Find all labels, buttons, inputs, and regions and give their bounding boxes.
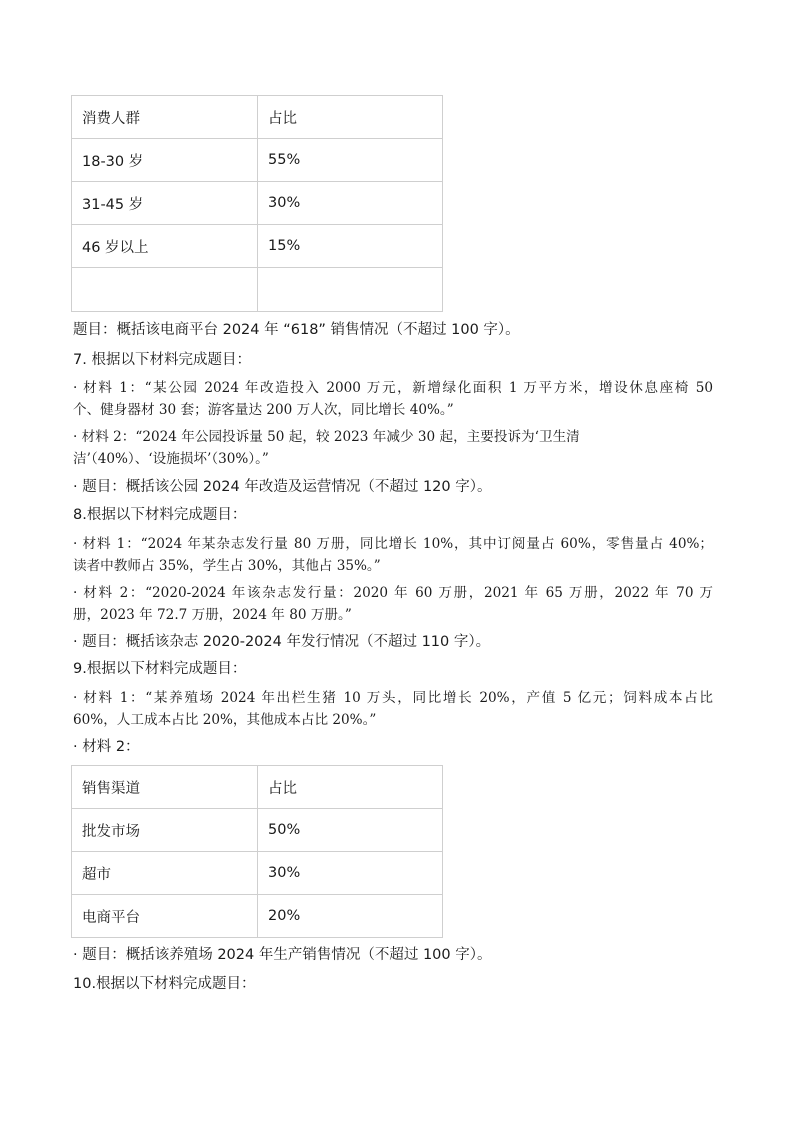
table-header-cell: 销售渠道 [72, 766, 258, 809]
consumer-group-table [71, 95, 443, 312]
q7-material-1 [73, 377, 713, 421]
q8-material-1-line-2: 读者中教师占 35%，学生占 30%，其他占 35%。” [73, 558, 381, 574]
q8-heading: 8.根据以下材料完成题目： [73, 507, 247, 523]
q8-prompt: · 题目：概括该杂志 2020-2024 年发行情况（不超过 110 字）。 [73, 634, 491, 650]
q8-material-2-line-2: 册，2023 年 72.7 万册，2024 年 80 万册。” [73, 607, 352, 623]
q6-prompt: 题目：概括该电商平台 2024 年 “618” 销售情况（不超过 100 字）。 [73, 322, 520, 338]
table-cell: 18-30 岁 [72, 139, 258, 182]
sales-channel-table [71, 765, 443, 938]
table-cell: 50% [258, 809, 443, 852]
table-cell [72, 268, 258, 312]
q9-prompt: · 题目：概括该养殖场 2024 年生产销售情况（不超过 100 字）。 [73, 947, 492, 963]
table-cell: 批发市场 [72, 809, 258, 852]
q8-material-1-line-1: · 材料 1：“2024 年某杂志发行量 80 万册，同比增长 10%，其中订阅量占 60%，零售量占 40%； [73, 536, 713, 552]
q9-material-1 [73, 687, 713, 731]
q7-material-2-line-1: · 材料 2：“2024 年公园投诉量 50 起，较 2023 年减少 30 起，主要投诉为‘卫生清 [73, 429, 580, 445]
q7-material-1-line-2: 个、健身器材 30 套；游客量达 200 万人次，同比增长 40%。” [73, 402, 454, 418]
table-row [72, 182, 443, 225]
table-header-cell: 占比 [258, 766, 443, 809]
table-header-cell: 占比 [258, 96, 443, 139]
q10-heading: 10.根据以下材料完成题目： [73, 976, 256, 992]
q9-heading: 9.根据以下材料完成题目： [73, 661, 247, 677]
table-row [72, 225, 443, 268]
table-header-row [72, 766, 443, 809]
table-row [72, 809, 443, 852]
table-row [72, 268, 443, 312]
table-cell: 46 岁以上 [72, 225, 258, 268]
q8-material-1 [73, 533, 713, 577]
table-cell: 30% [258, 852, 443, 895]
q8-material-2-line-1: · 材料 2：“2020-2024 年该杂志发行量：2020 年 60 万册，2021 年 65 万册，2022 年 70 万 [73, 585, 713, 601]
table-header-cell: 消费人群 [72, 96, 258, 139]
table-header-row [72, 96, 443, 139]
table-row [72, 139, 443, 182]
q7-material-1-line-1: · 材料 1：“某公园 2024 年改造投入 2000 万元，新增绿化面积 1 万平方米，增设休息座椅 50 [73, 380, 713, 396]
table-cell: 20% [258, 895, 443, 938]
table-cell: 55% [258, 139, 443, 182]
table-cell [258, 268, 443, 312]
table-row [72, 895, 443, 938]
q9-material-1-line-1: · 材料 1：“某养殖场 2024 年出栏生猪 10 万头，同比增长 20%，产值 5 亿元；饲料成本占比 [73, 690, 713, 706]
q7-material-2-line-2: 洁’（40%）、‘设施损坏’（30%）。” [73, 451, 269, 467]
q9-material-1-line-2: 60%，人工成本占比 20%，其他成本占比 20%。” [73, 712, 377, 728]
table-cell: 超市 [72, 852, 258, 895]
table-cell: 15% [258, 225, 443, 268]
q7-material-2 [73, 426, 713, 470]
table-cell: 电商平台 [72, 895, 258, 938]
table-cell: 30% [258, 182, 443, 225]
q7-prompt: · 题目：概括该公园 2024 年改造及运营情况（不超过 120 字）。 [73, 479, 492, 495]
table-cell: 31-45 岁 [72, 182, 258, 225]
q8-material-2 [73, 582, 713, 626]
q7-heading: 7. 根据以下材料完成题目： [73, 352, 251, 368]
table-row [72, 852, 443, 895]
q9-material-2-label: · 材料 2： [73, 739, 140, 755]
